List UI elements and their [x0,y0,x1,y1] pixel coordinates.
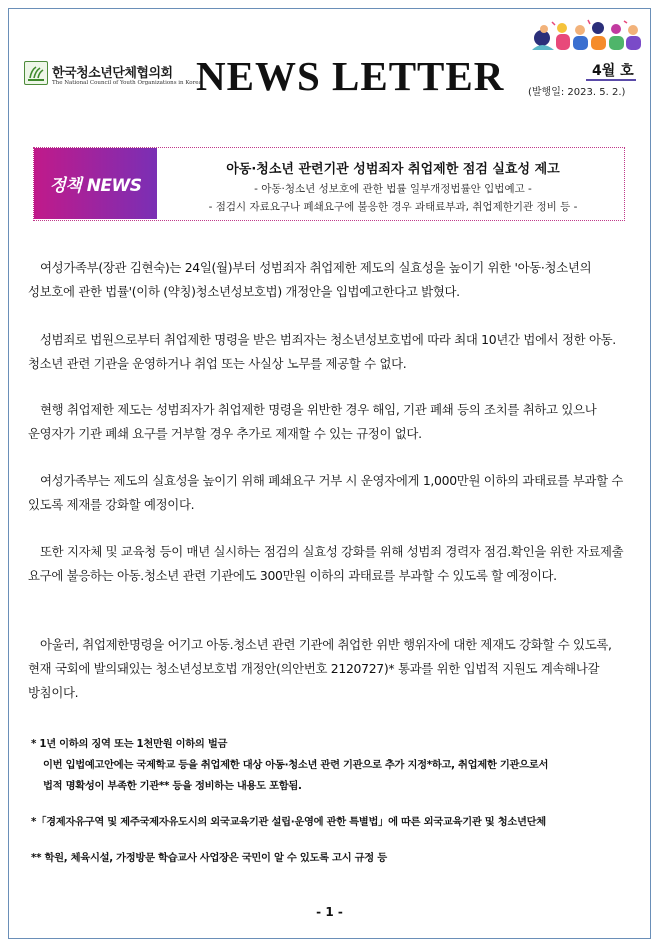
badge-label: 정책 NEWS [49,176,142,196]
body-paragraph-4: 여성가족부는 제도의 실효성을 높이기 위해 폐쇄요구 거부 시 운영자에게 1,000만원 이하의 과태료를 부과할 수 있도록 제재를 강화할 예정이다. [28,473,624,512]
issue-label: 4월 호 [592,63,634,79]
policy-news-badge [34,148,157,219]
note-penalty: * 1년 이하의 징역 또는 1천만원 이하의 벌금 [31,738,228,750]
publish-date: (발행일: 2023. 5. 2.) [528,87,626,98]
note-special-act: *「경제자유구역 및 제주국제자유도시의 외국교육기관 설립·운영에 관한 특별법」에 따른 외국교육기관 및 청소년단체 [31,816,546,828]
body-paragraph-5: 또한 지자체 및 교육청 등이 매년 실시하는 점검의 실효성 강화를 위해 성범죄 경력자 점검.확인을 위한 자료제출 요구에 불응하는 아동.청소년 관련 기관에도 300만원 이하의 과태료를 부과할 수 있도록 할 예정이다. [28,544,624,583]
body-paragraph-3: 현행 취업제한 제도는 성범죄자가 취업제한 명령을 위반한 경우 해임, 기관 폐쇄 등의 조치를 취하고 있으나 운영자가 기관 폐쇄 요구를 거부할 경우 추가로 제재할 수 있는 규정이 없다. [28,402,597,441]
note-academies: ** 학원, 체육시설, 가정방문 학습교사 사업장은 국민이 알 수 있도록 고시 규정 등 [31,852,387,864]
page-number: - 1 - [316,905,343,919]
org-name-english: The National Council of Youth Organizations in Korea [52,80,202,86]
headline-title: 아동·청소년 관련기관 성범죄자 취업제한 점검 실효성 제고 [226,162,560,177]
newsletter-title: NEWS LETTER [196,53,505,99]
note-detail-line-2: 법적 명확성이 부족한 기관** 등을 정비하는 내용도 포함됨. [43,780,302,792]
body-paragraph-1: 여성가족부(장관 김현숙)는 24일(월)부터 성범죄자 취업제한 제도의 실효성을 높이기 위한 '아동·청소년의 성보호에 관한 법률'(이하 (약칭)청소년성보호법) 개정안을 입법예고한다고 밝혔다. [28,260,592,299]
ncyok-logo-icon [24,61,48,85]
body-paragraph-6: 아울러, 취업제한명령을 어기고 아동.청소년 관련 기관에 취업한 위반 행위자에 대한 제재도 강화할 수 있도록, 현재 국회에 발의돼있는 청소년성보호법 개정안(의안번호 2120727)* 통과를 위한 입법적 지원도 계속해나갈 방침이다. [28,637,612,700]
headline-box [33,147,625,221]
headline-subtitle-1: - 아동·청소년 성보호에 관한 법률 일부개정법률안 입법예고 - [254,183,532,195]
people-illustration-icon [528,16,646,60]
org-name-korean: 한국청소년단체협의회 [52,66,173,81]
body-paragraph-2: 성범죄로 법원으로부터 취업제한 명령을 받은 범죄자는 청소년성보호법에 따라 최대 10년간 법에서 정한 아동.청소년 관련 기관을 운영하거나 취업 또는 사실상 노무를 제공할 수 없다. [28,332,616,371]
note-detail-line-1: 이번 입법예고안에는 국제학교 등을 취업제한 대상 아동·청소년 관련 기관으로 추가 지정*하고, 취업제한 기관으로서 [43,759,549,771]
headline-subtitle-2: - 점검시 자료요구나 폐쇄요구에 불응한 경우 과태료부과, 취업제한기관 정비 등 - [208,201,578,213]
issue-underline [586,79,636,81]
